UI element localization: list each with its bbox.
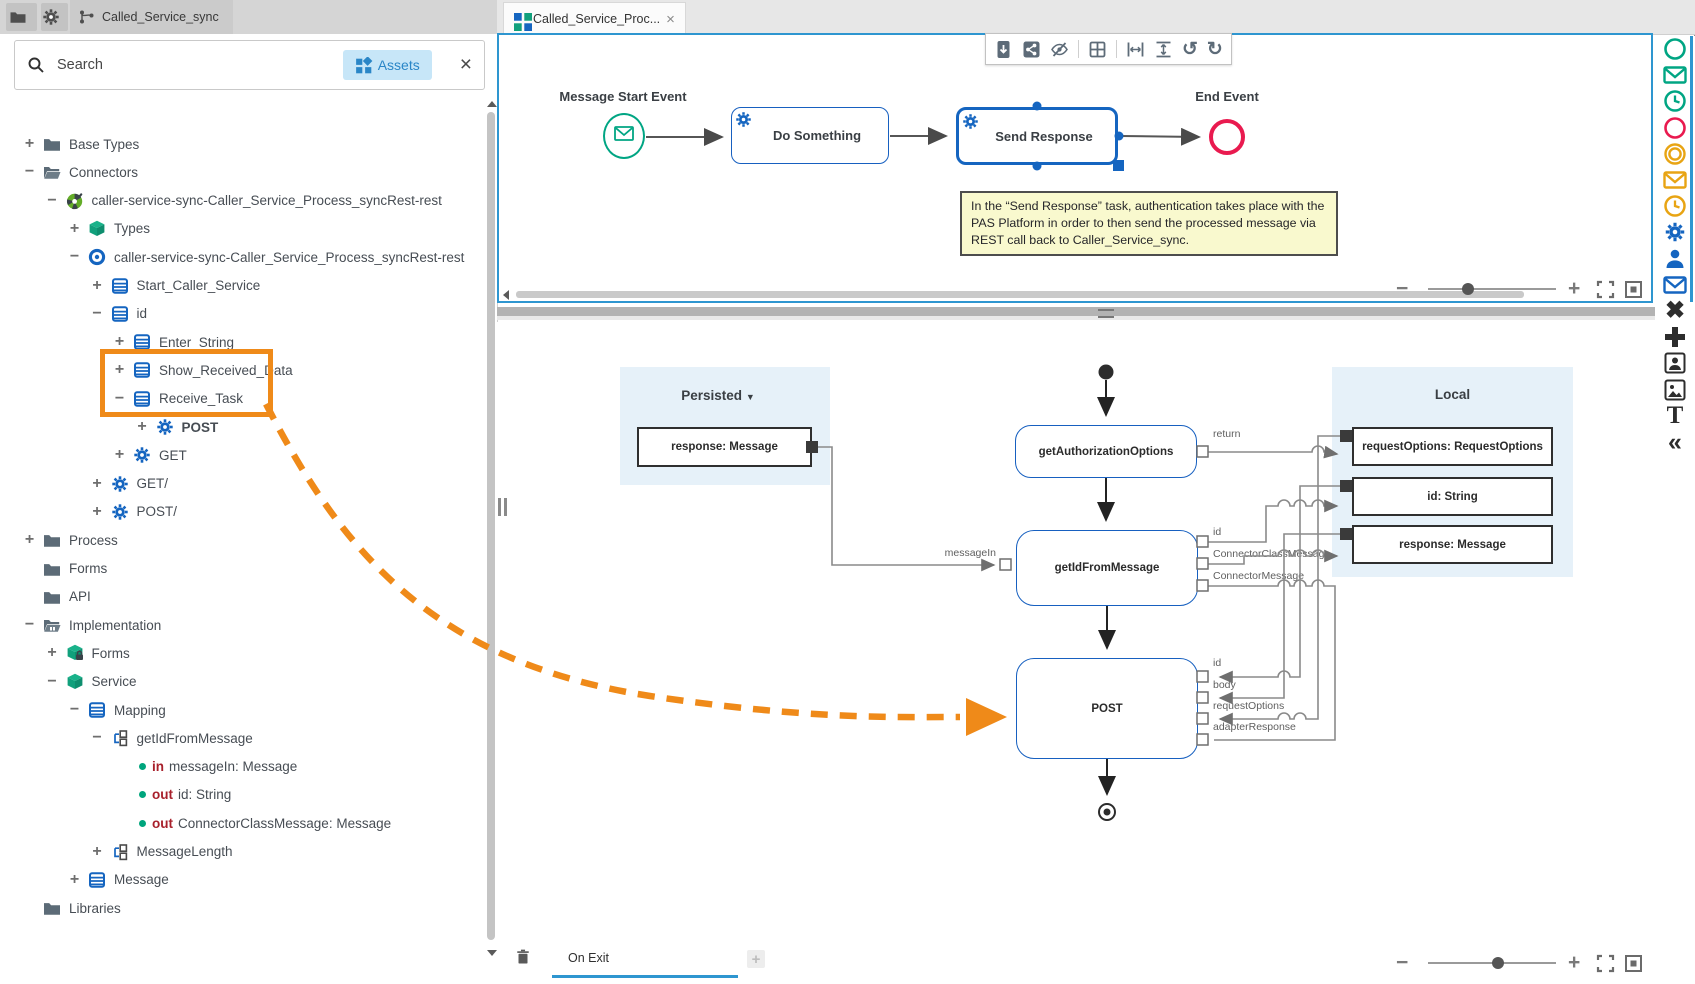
splitter-grip-icon[interactable] [1098,309,1114,318]
process-diagram-panel[interactable] [497,33,1653,303]
service-gear-icon [962,113,979,130]
toolbar-separator [1116,40,1117,58]
service-task-icon[interactable] [1662,219,1688,245]
tree-item-label: Enter_String [159,334,235,350]
tree-item-label: id [136,306,148,322]
toolbar-separator [1078,40,1079,58]
tree-item-service[interactable] [45,668,137,696]
tree-item-label: API [69,589,91,605]
edge-label-adapterresponse: adapterResponse [1213,721,1296,733]
zoom-slider-handle[interactable] [1492,957,1504,969]
folder-icon [43,899,61,917]
expand-icon[interactable]: + [69,219,80,237]
tree-item-label: Show_Received_Data [159,362,293,378]
cube-icon [66,673,84,691]
distribute-horizontal-icon[interactable] [1126,40,1145,59]
table-icon [88,701,106,719]
participant-icon[interactable] [1662,350,1688,376]
tree-item-label: Base Types [69,136,140,152]
task-send-response[interactable] [956,107,1118,165]
tree-item-label: caller-service-sync-Caller_Service_Process_syncRest-rest [114,249,465,265]
collapse-icon[interactable]: − [24,616,35,634]
asset-tree [0,92,480,982]
tree-item-forms[interactable] [45,639,130,667]
branch-icon [78,8,96,26]
on-exit-label: On Exit [568,951,609,965]
tree-item-start-caller-service[interactable] [90,272,261,300]
start-event-icon[interactable] [1662,36,1688,62]
fullscreen-icon[interactable] [1596,280,1615,299]
node-post[interactable]: POST [1016,658,1198,759]
tree-item-label: Libraries [69,900,121,916]
collapse-icon[interactable]: − [69,248,80,266]
undo-icon[interactable]: ↺ [1182,38,1198,60]
tree-item-message[interactable] [67,866,169,894]
tree-item-label: Message [114,872,169,888]
collapse-icon[interactable]: − [92,304,102,322]
end-event-label: End Event [1195,89,1259,104]
project-tab[interactable] [70,0,233,34]
zoom-out-icon[interactable]: − [1396,277,1409,300]
sidebar-scrollbar[interactable] [487,112,495,940]
persisted-zone-title[interactable]: Persisted ▼ [681,388,755,403]
folder-button[interactable] [6,3,37,31]
edge-label-id-out: id [1213,526,1222,538]
tree-item-receive-task[interactable] [112,385,243,413]
intermediate-event-icon[interactable] [1662,141,1688,167]
parallel-gateway-icon[interactable] [1662,324,1688,350]
assets-icon [355,57,371,73]
tree-item-label: Mapping [114,702,166,718]
scroll-down-icon[interactable] [487,950,497,956]
mapping-icon [111,729,129,747]
tree-item-process[interactable] [22,526,118,554]
tree-item-implementation[interactable] [22,611,161,639]
tree-item-label: MessageLength [136,844,233,859]
edge-label-connectormessage: ConnectorMessage [1213,570,1305,582]
gear-icon [156,418,174,436]
folder-icon [43,588,61,606]
tree-item-label: Receive_Task [159,391,244,407]
edge-label-messagein: messageIn [944,547,996,559]
user-task-icon[interactable] [1662,246,1688,272]
parameter-dot-icon [139,791,146,798]
tree-item-connectors[interactable] [22,158,138,186]
message-start-event[interactable] [603,113,645,159]
table-icon [111,277,129,295]
tree-item-label: Forms [91,645,130,661]
search-input[interactable]: Search [57,57,103,73]
expand-icon[interactable]: + [92,502,102,520]
expand-icon[interactable]: + [24,531,35,549]
end-event[interactable] [1209,119,1245,155]
table-icon [88,871,106,889]
zoom-slider[interactable] [1428,288,1556,290]
parameter-direction: out [152,787,173,803]
tree-item-post[interactable] [135,413,219,441]
edge-label-body: body [1213,679,1236,691]
tree-item-label: ConnectorClassMessage: Message [178,815,392,831]
zoom-in-icon[interactable]: + [1568,951,1581,974]
collapse-icon[interactable]: − [24,163,35,181]
folder-icon [9,8,27,26]
folder-icon [43,531,61,549]
scroll-left-icon[interactable] [503,290,509,300]
scroll-up-icon[interactable] [487,101,497,107]
chevron-down-icon[interactable]: ▼ [745,392,755,402]
table-icon [111,305,129,323]
parameter-direction: out [152,815,173,831]
tree-item-id[interactable] [90,300,148,328]
local-response-box[interactable]: response: Message [1352,525,1553,564]
clazz-icon [88,248,106,266]
edge-label-return: return [1213,428,1241,440]
shape-palette [1655,36,1695,456]
horizontal-scrollbar[interactable] [516,291,1524,298]
node-getidfrommessage[interactable]: getIdFromMessage [1016,530,1198,606]
timer-intermediate-event-icon[interactable] [1662,193,1688,219]
tree-item-label: caller-service-sync-Caller_Service_Process_syncRest-rest [91,193,442,209]
edge-label-id-in: id [1213,657,1222,669]
share-icon[interactable] [1022,40,1041,59]
project-tab-label: Called_Service_sync [102,10,219,24]
start-event-label: Message Start Event [559,89,687,104]
annotation-note[interactable]: In the “Send Response” task, authentication takes place with the PAS Platform in order to then send the processed message via REST call back to Caller_Service_sync. [960,191,1338,256]
exclusive-gateway-icon[interactable]: ✖ [1664,297,1686,324]
message-intermediate-event-icon[interactable] [1662,167,1688,193]
expand-icon[interactable]: + [47,644,57,662]
panel-splitter[interactable] [497,307,1695,320]
clear-search-icon[interactable]: × [459,53,472,76]
assets-label: Assets [377,57,420,73]
folderImpl-icon [43,616,61,634]
connector-icon [66,192,84,210]
tree-item-messagelength[interactable] [90,838,233,866]
folder-icon [43,560,61,578]
folder-icon [43,135,61,153]
collapse-icon[interactable]: − [114,389,125,407]
tree-item-id-string[interactable] [112,781,231,809]
tree-item-label: Connectors [69,164,139,180]
expand-icon[interactable]: + [92,276,102,294]
tree-item-mapping[interactable] [67,696,166,724]
tree-item-label: Service [91,674,137,690]
cubeLock-icon [66,644,84,662]
add-handler-button[interactable]: + [747,950,765,968]
zoom-slider-handle[interactable] [1462,283,1474,295]
parameter-dot-icon [139,763,146,770]
distribute-vertical-icon[interactable] [1154,40,1173,59]
tree-item-libraries[interactable] [22,894,121,922]
expand-icon[interactable]: + [92,474,102,492]
message-start-event-icon[interactable] [1662,62,1688,88]
hide-icon[interactable] [1050,40,1069,59]
fullscreen-icon[interactable] [1596,954,1615,973]
sidebar [0,34,498,984]
expand-icon[interactable]: + [92,842,102,860]
expand-icon[interactable]: + [114,361,125,379]
collapse-palette-icon[interactable]: « [1668,428,1682,456]
expand-icon[interactable]: + [24,135,35,152]
folderOpen-icon [43,163,61,181]
process-tab-icon [514,13,527,26]
gear-icon [133,446,151,464]
grid-icon[interactable] [1088,40,1107,59]
expand-icon[interactable]: + [114,333,125,351]
tree-item-post[interactable] [90,498,178,526]
timer-start-event-icon[interactable] [1662,88,1688,114]
tree-item-label: Implementation [69,617,162,633]
palette-scrollbar[interactable] [1690,36,1693,302]
tree-item-messagein-message[interactable] [112,753,297,781]
gear-icon [111,475,129,493]
cube-icon [88,220,106,238]
expand-icon[interactable]: + [114,446,125,464]
tree-item-caller-service-sync-caller-service-process-syncrest-rest[interactable] [67,243,464,271]
task-label: Send Response [995,128,1093,144]
tree-item-label: POST [181,419,219,435]
tree-item-label: messageIn: Message [169,759,298,775]
task-do-something[interactable] [731,107,889,164]
tree-item-show-received-data[interactable] [112,356,293,384]
gear-icon [42,8,60,26]
trash-icon[interactable] [514,948,534,970]
tree-item-get[interactable] [90,470,169,498]
fit-view-icon[interactable] [1624,280,1643,299]
tree-item-label: Process [69,532,118,548]
tree-item-label: getIdFromMessage [136,730,253,746]
tree-item-label: Types [114,221,151,237]
tree-item-connectorclassmessage-message[interactable] [112,809,391,837]
side-splitter-grip[interactable] [498,498,507,516]
tree-item-enter-string[interactable] [112,328,234,356]
tree-item-get[interactable] [112,441,187,469]
search-box[interactable] [14,40,485,90]
edge-label-requestoptions: requestOptions [1213,700,1285,712]
expand-icon[interactable]: + [69,870,80,888]
mapping-icon [111,843,129,861]
send-task-icon[interactable] [1662,272,1688,298]
tree-item-label: POST/ [136,504,178,520]
fit-view-icon[interactable] [1624,954,1643,973]
node-getauthorizationoptions[interactable]: getAuthorizationOptions [1015,425,1197,478]
local-zone-title[interactable]: Local [1434,387,1471,402]
zoom-out-icon[interactable]: − [1396,951,1409,974]
service-gear-icon [735,111,752,128]
tree-item-label: GET/ [136,476,169,492]
tree-item-label: id: String [178,787,232,803]
tab-close-icon[interactable]: × [666,10,675,28]
tree-item-forms[interactable] [22,555,107,583]
diagram-toolbar [985,33,1232,65]
edge-label-connectorclassmessage: ConnectorClassMessage [1213,548,1331,560]
assets-filter-button[interactable] [343,50,432,80]
tree-item-base-types[interactable] [22,130,139,158]
local-id-box[interactable]: id: String [1352,477,1553,516]
end-event-icon[interactable] [1662,115,1688,141]
parameter-dot-icon [139,820,146,827]
task-label: Do Something [772,128,862,143]
export-model-icon[interactable] [994,40,1013,59]
collapse-icon[interactable]: − [47,191,57,209]
table-icon [133,333,151,351]
expand-icon[interactable]: + [137,418,147,435]
collapse-icon[interactable]: − [69,701,80,718]
tree-item-caller-service-sync-caller-service-process-syncrest-rest[interactable] [45,187,442,215]
collapse-icon[interactable]: − [92,729,102,747]
tree-item-api[interactable] [22,583,91,611]
tree-item-label: Forms [69,561,108,576]
table-icon [133,390,151,408]
tree-item-getidfrommessage[interactable] [90,724,253,752]
zoom-in-icon[interactable]: + [1568,277,1581,300]
tree-item-types[interactable] [67,215,150,243]
gear-icon [111,503,129,521]
tree-item-label: Start_Caller_Service [136,278,261,293]
settings-button[interactable] [41,3,68,31]
tab-label: Called_Service_Proc... [533,12,661,26]
collapse-icon[interactable]: − [47,672,57,690]
text-annotation-icon[interactable]: T [1666,401,1684,429]
image-icon[interactable] [1662,377,1688,403]
envelope-icon [614,126,634,146]
redo-icon[interactable]: ↻ [1206,38,1223,60]
local-requestoptions-box[interactable]: requestOptions: RequestOptions [1352,427,1553,466]
persisted-response-box[interactable]: response: Message [637,427,812,467]
tree-item-label: GET [159,447,187,463]
persisted-zone[interactable] [620,367,830,485]
parameter-direction: in [152,759,164,775]
tab-called-service-process[interactable] [503,2,686,35]
table-icon [133,361,151,379]
search-icon [27,56,45,74]
